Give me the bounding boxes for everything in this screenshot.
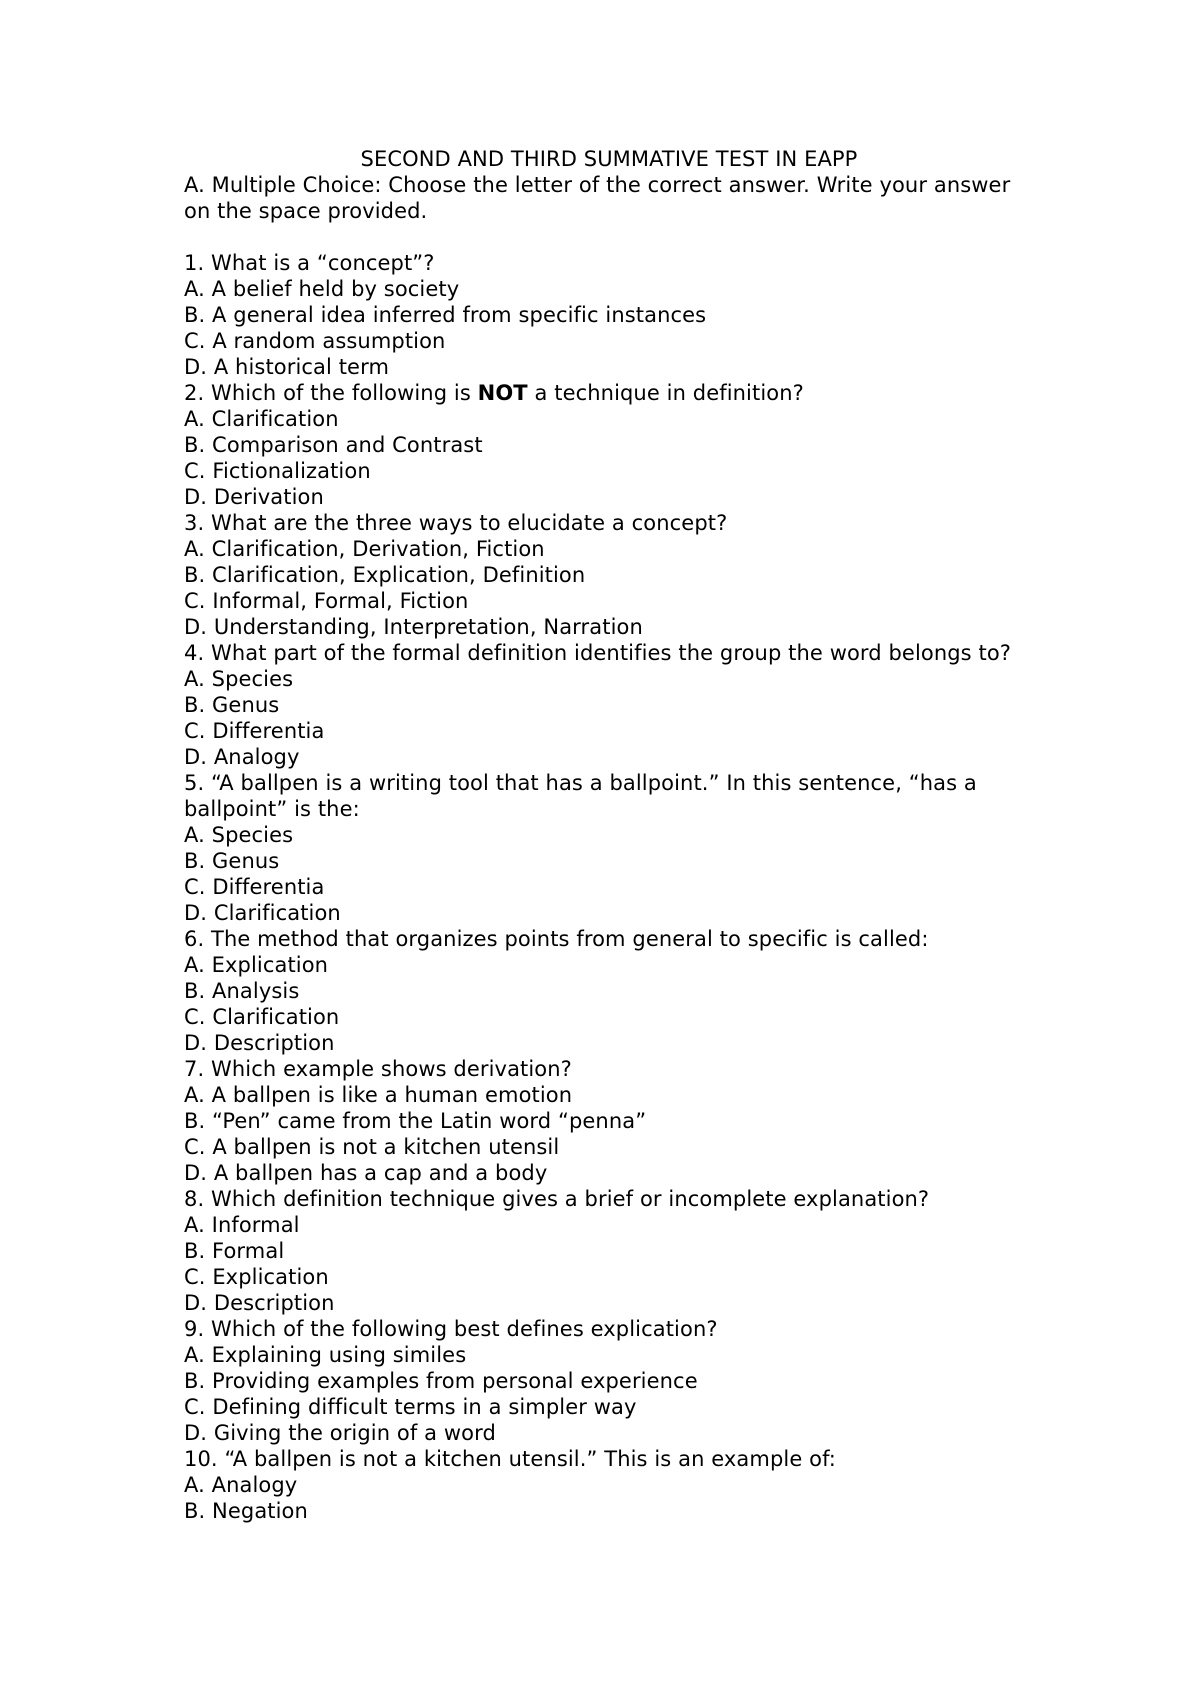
choice-b: B. Formal xyxy=(184,1239,285,1263)
choice-c: C. Informal, Formal, Fiction xyxy=(184,589,469,613)
question-block-5 xyxy=(184,770,1034,926)
question-number: 8. xyxy=(184,1187,205,1211)
choice-a: A. Analogy xyxy=(184,1473,298,1497)
question-2 xyxy=(184,380,1034,406)
choice-b: B. “Pen” came from the Latin word “penna” xyxy=(184,1109,647,1133)
choice-d: D. Analogy xyxy=(184,745,300,769)
choice-a: A. Explaining using similes xyxy=(184,1343,467,1367)
question-block-3 xyxy=(184,510,1034,640)
choice-c: C. Explication xyxy=(184,1265,329,1289)
question-block-6 xyxy=(184,926,1034,1056)
question-number: 1. xyxy=(184,251,205,275)
choice-c: C. A ballpen is not a kitchen utensil xyxy=(184,1135,560,1159)
question-emphasis: NOT xyxy=(477,381,528,405)
question-block-9 xyxy=(184,1316,1034,1446)
question-8 xyxy=(184,1186,1034,1212)
question-block-4 xyxy=(184,640,1034,770)
question-text: What is a “concept”? xyxy=(211,251,435,275)
question-text: “A ballpen is not a kitchen utensil.” This is an example of: xyxy=(224,1447,836,1471)
question-1 xyxy=(184,250,1034,276)
question-5 xyxy=(184,770,1034,822)
choice-b: B. Genus xyxy=(184,849,280,873)
choice-b: B. Providing examples from personal experience xyxy=(184,1369,698,1393)
question-number: 5. xyxy=(184,771,205,795)
choice-d: D. Giving the origin of a word xyxy=(184,1421,496,1445)
question-text-after: a technique in definition? xyxy=(527,381,804,405)
choice-b: B. Negation xyxy=(184,1499,308,1523)
choice-a: A. A ballpen is like a human emotion xyxy=(184,1083,573,1107)
spacer xyxy=(184,224,1034,250)
choice-a: A. Species xyxy=(184,667,294,691)
instructions: A. Multiple Choice: Choose the letter of the correct answer. Write your answer on the space provided. xyxy=(184,173,1011,223)
choice-c: C. Differentia xyxy=(184,719,325,743)
question-text: “A ballpen is a writing tool that has a ballpoint.” In this sentence, “has a ballpoint” is the: xyxy=(184,771,977,821)
choice-c: C. Fictionalization xyxy=(184,459,371,483)
question-10 xyxy=(184,1446,1034,1472)
choice-b: B. Genus xyxy=(184,693,280,717)
question-number: 6. xyxy=(184,927,205,951)
question-text: The method that organizes points from general to specific is called: xyxy=(211,927,929,951)
choice-b: B. A general idea inferred from specific instances xyxy=(184,303,707,327)
choice-a: A. Explication xyxy=(184,953,329,977)
choice-b: B. Clarification, Explication, Definition xyxy=(184,563,586,587)
choice-d: D. Derivation xyxy=(184,485,324,509)
question-number: 3. xyxy=(184,511,205,535)
question-text: What part of the formal definition identifies the group the word belongs to? xyxy=(211,641,1012,665)
question-block-8 xyxy=(184,1186,1034,1316)
choice-d: D. A historical term xyxy=(184,355,389,379)
question-block-7 xyxy=(184,1056,1034,1186)
question-text: What are the three ways to elucidate a concept? xyxy=(211,511,728,535)
choice-c: C. Defining difficult terms in a simpler way xyxy=(184,1395,637,1419)
choice-a: A. A belief held by society xyxy=(184,277,460,301)
choice-d: D. Description xyxy=(184,1031,335,1055)
question-number: 4. xyxy=(184,641,205,665)
question-text-before: Which of the following is xyxy=(211,381,478,405)
choice-a: A. Informal xyxy=(184,1213,300,1237)
question-block-1 xyxy=(184,250,1034,380)
choice-a: A. Species xyxy=(184,823,294,847)
question-4 xyxy=(184,640,1034,666)
question-text: Which example shows derivation? xyxy=(211,1057,572,1081)
question-number: 7. xyxy=(184,1057,205,1081)
choice-b: B. Analysis xyxy=(184,979,300,1003)
choice-d: D. Description xyxy=(184,1291,335,1315)
choice-c: C. A random assumption xyxy=(184,329,446,353)
choice-c: C. Clarification xyxy=(184,1005,340,1029)
choice-b: B. Comparison and Contrast xyxy=(184,433,483,457)
choice-d: D. Clarification xyxy=(184,901,341,925)
question-3 xyxy=(184,510,1034,536)
choice-a: A. Clarification, Derivation, Fiction xyxy=(184,537,545,561)
question-9 xyxy=(184,1316,1034,1342)
question-number: 2. xyxy=(184,381,205,405)
question-number: 10. xyxy=(184,1447,218,1471)
document-title: SECOND AND THIRD SUMMATIVE TEST IN EAPP xyxy=(360,147,858,171)
question-text: Which of the following best defines explication? xyxy=(211,1317,718,1341)
question-text: Which definition technique gives a brief or incomplete explanation? xyxy=(211,1187,930,1211)
document-page xyxy=(184,146,1034,1524)
choice-a: A. Clarification xyxy=(184,407,339,431)
choice-d: D. Understanding, Interpretation, Narration xyxy=(184,615,643,639)
question-7 xyxy=(184,1056,1034,1082)
choice-d: D. A ballpen has a cap and a body xyxy=(184,1161,548,1185)
question-block-10 xyxy=(184,1446,1034,1524)
choice-c: C. Differentia xyxy=(184,875,325,899)
question-6 xyxy=(184,926,1034,952)
question-block-2 xyxy=(184,380,1034,510)
question-number: 9. xyxy=(184,1317,205,1341)
